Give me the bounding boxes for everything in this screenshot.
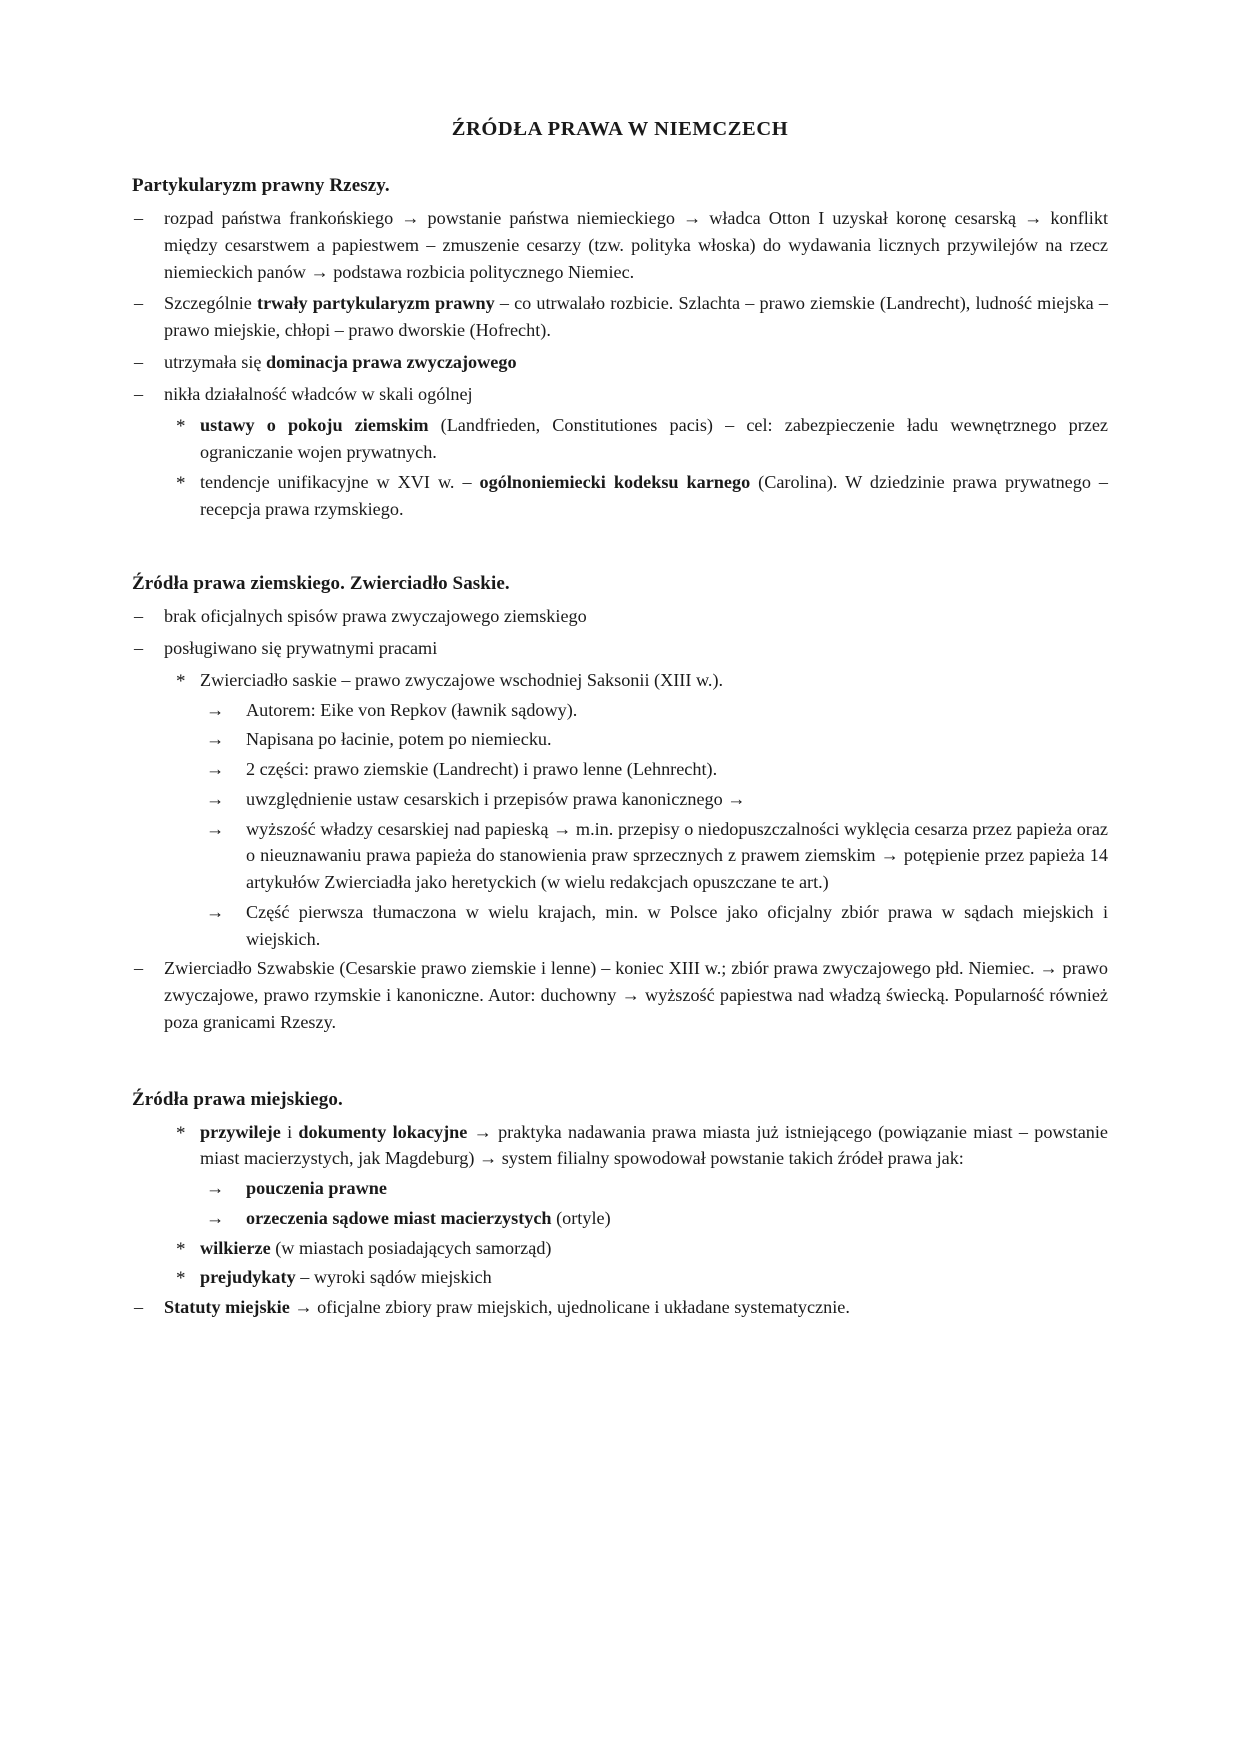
list-level-3 (132, 1175, 1108, 1232)
list-item: – brak oficjalnych spisów prawa zwyczajowego ziemskiego (132, 603, 1108, 630)
list-item: * Zwierciadło saskie – prawo zwyczajowe wschodniej Saksonii (XIII w.). (170, 667, 1108, 694)
section-partykularyzm (132, 175, 1108, 522)
section-prawo-miejskie (132, 1089, 1108, 1321)
list-item: → pouczenia prawne (204, 1175, 1108, 1202)
list-item: – Szczególnie trwały partykularyzm prawny – co utrwalało rozbicie. Szlachta – prawo ziemskie (Landrecht), ludność miejska – prawo miejskie, chłopi – prawo dworskie (Hofrecht). (132, 290, 1108, 344)
list-level-3 (132, 697, 1108, 953)
section-prawo-ziemskie (132, 573, 1108, 1035)
list-item: * prejudykaty – wyroki sądów miejskich (170, 1264, 1108, 1291)
list-item: * tendencje unifikacyjne w XVI w. – ogólnoniemiecki kodeksu karnego (Carolina). W dziedzinie prawa prywatnego – recepcja prawa rzymskiego. (170, 469, 1108, 523)
list-item: * ustawy o pokoju ziemskim (Landfrieden, Constitutiones pacis) – cel: zabezpieczenie ładu wewnętrznego przez ograniczanie wojen prywatnych. (170, 412, 1108, 466)
list-item: → Napisana po łacinie, potem po niemiecku. (204, 726, 1108, 753)
list-item: * przywileje i dokumenty lokacyjne → praktyka nadawania prawa miasta już istniejącego (powiązanie miast – powstanie miast macierzystych, jak Magdeburg) → system filialny spowodował powstanie takich źródeł prawa jak: (170, 1119, 1108, 1173)
list-level-2 (132, 412, 1108, 522)
list-item: → wyższość władzy cesarskiej nad papieską → m.in. przepisy o niedopuszczalności wyklęcia cesarza przez papieża oraz o nieuznawaniu prawa papieża do stanowienia praw sprzecznych z prawem ziemskim → potępienie przez papieża 14 artykułów Zwierciadła jako heretyckich (w wielu redakcjach opuszczane te art.) (204, 816, 1108, 896)
list-item: – posługiwano się prywatnymi pracami (132, 635, 1108, 662)
list-item: – rozpad państwa frankońskiego → powstanie państwa niemieckiego → władca Otton I uzyskał koronę cesarską → konflikt między cesarstwem a papiestwem – zmuszenie cesarzy (tzw. polityka włoska) do wydawania licznych przywilejów na rzecz niemieckich panów → podstawa rozbicia politycznego Niemiec. (132, 205, 1108, 285)
spacer (132, 1041, 1108, 1059)
list-item: → uwzględnienie ustaw cesarskich i przepisów prawa kanonicznego → (204, 786, 1108, 813)
list-item: – utrzymała się dominacja prawa zwyczajowego (132, 349, 1108, 376)
list-item: → orzeczenia sądowe miast macierzystych (ortyle) (204, 1205, 1108, 1232)
section-heading: Źródła prawa ziemskiego. Zwierciadło Saskie. (132, 573, 510, 595)
list-item: → Część pierwsza tłumaczona w wielu krajach, min. w Polsce jako oficjalny zbiór prawa w sądach miejskich i wiejskich. (204, 899, 1108, 953)
list-item: – Zwierciadło Szwabskie (Cesarskie prawo ziemskie i lenne) – koniec XIII w.; zbiór prawa zwyczajowego płd. Niemiec. → prawo zwyczajowe, prawo rzymskie i kanoniczne. Autor: duchowny → wyższość papiestwa nad władzą świecką. Popularność również poza granicami Rzeszy. (132, 955, 1108, 1035)
list-item: * wilkierze (w miastach posiadających samorząd) (170, 1235, 1108, 1262)
list-level-2 (132, 667, 1108, 694)
list-item: → 2 części: prawo ziemskie (Landrecht) i prawo lenne (Lehnrecht). (204, 756, 1108, 783)
list-item: → Autorem: Eike von Repkov (ławnik sądowy). (204, 697, 1108, 724)
page-title: ŹRÓDŁA PRAWA W NIEMCZECH (451, 118, 789, 140)
section-heading: Źródła prawa miejskiego. (132, 1088, 343, 1110)
list-level-1 (132, 1294, 1108, 1321)
list-level-1 (132, 205, 1108, 407)
list-level-2 (132, 1235, 1108, 1292)
section-heading: Partykularyzm prawny Rzeszy. (132, 175, 390, 196)
list-level-1 (132, 603, 1108, 662)
spacer (132, 525, 1108, 543)
list-level-1 (132, 955, 1108, 1035)
list-item: – Statuty miejskie → oficjalne zbiory praw miejskich, ujednolicane i układane systematycznie. (132, 1294, 1108, 1321)
list-item: – nikła działalność władców w skali ogólnej (132, 381, 1108, 408)
list-level-2 (132, 1119, 1108, 1173)
